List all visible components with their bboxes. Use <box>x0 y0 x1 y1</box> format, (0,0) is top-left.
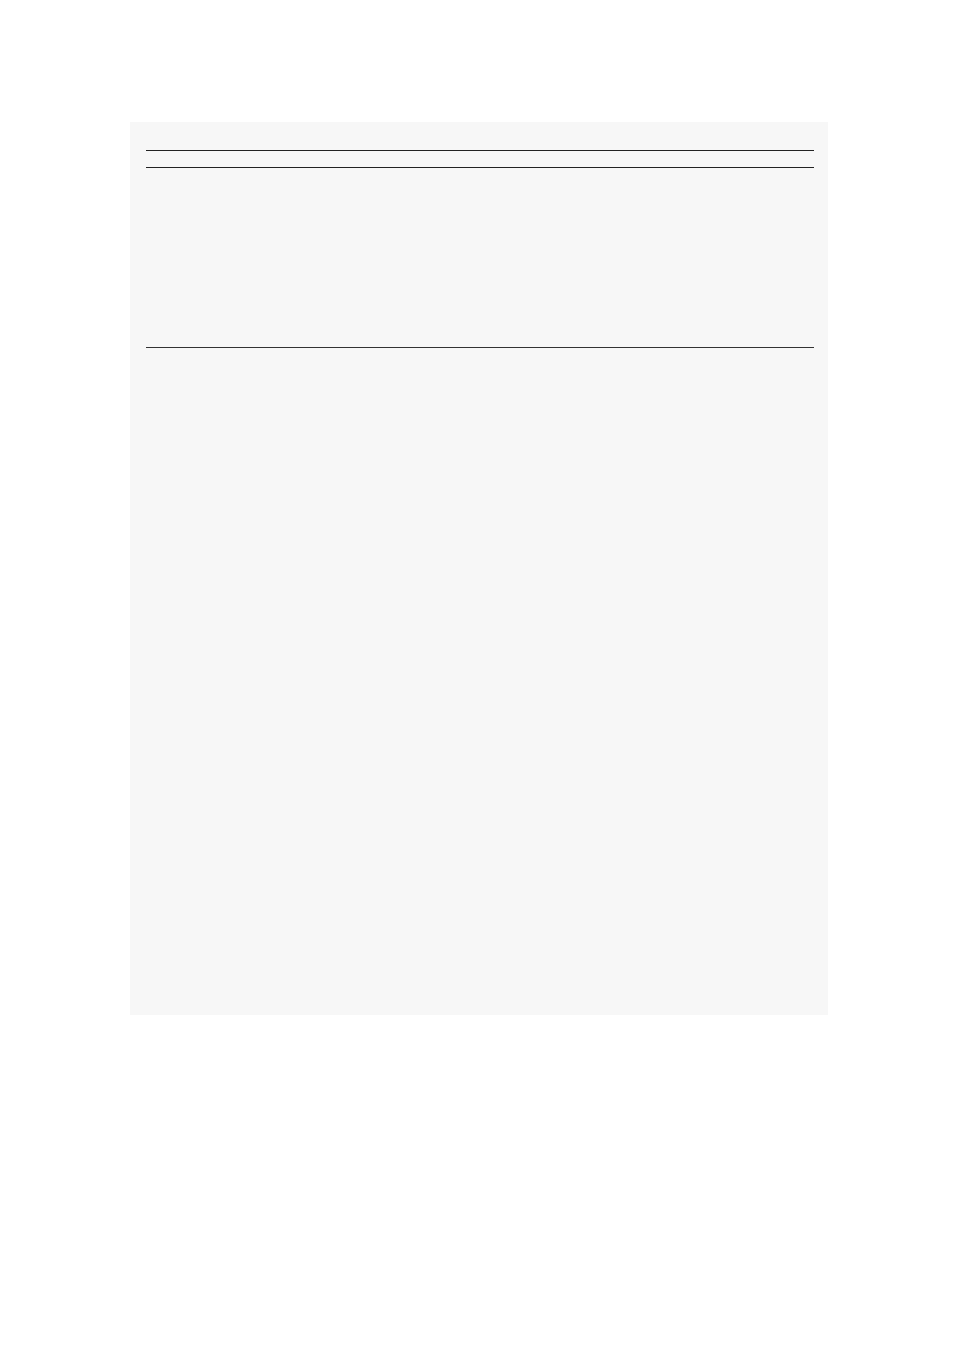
spec-row <box>146 287 814 302</box>
section-divider <box>146 347 814 348</box>
spec-row <box>146 185 814 200</box>
header-top-rule <box>146 150 814 151</box>
header-bottom-rule <box>146 167 814 168</box>
spec-row <box>146 214 814 229</box>
spec-row <box>146 199 814 214</box>
spec-row <box>146 316 814 331</box>
spec-row <box>146 228 814 243</box>
spec-row <box>146 301 814 316</box>
spec-row <box>146 243 814 258</box>
spec-row <box>146 331 814 346</box>
spec-table <box>146 170 814 349</box>
spec-row <box>146 258 814 273</box>
spec-row <box>146 170 814 185</box>
spec-row <box>146 272 814 287</box>
